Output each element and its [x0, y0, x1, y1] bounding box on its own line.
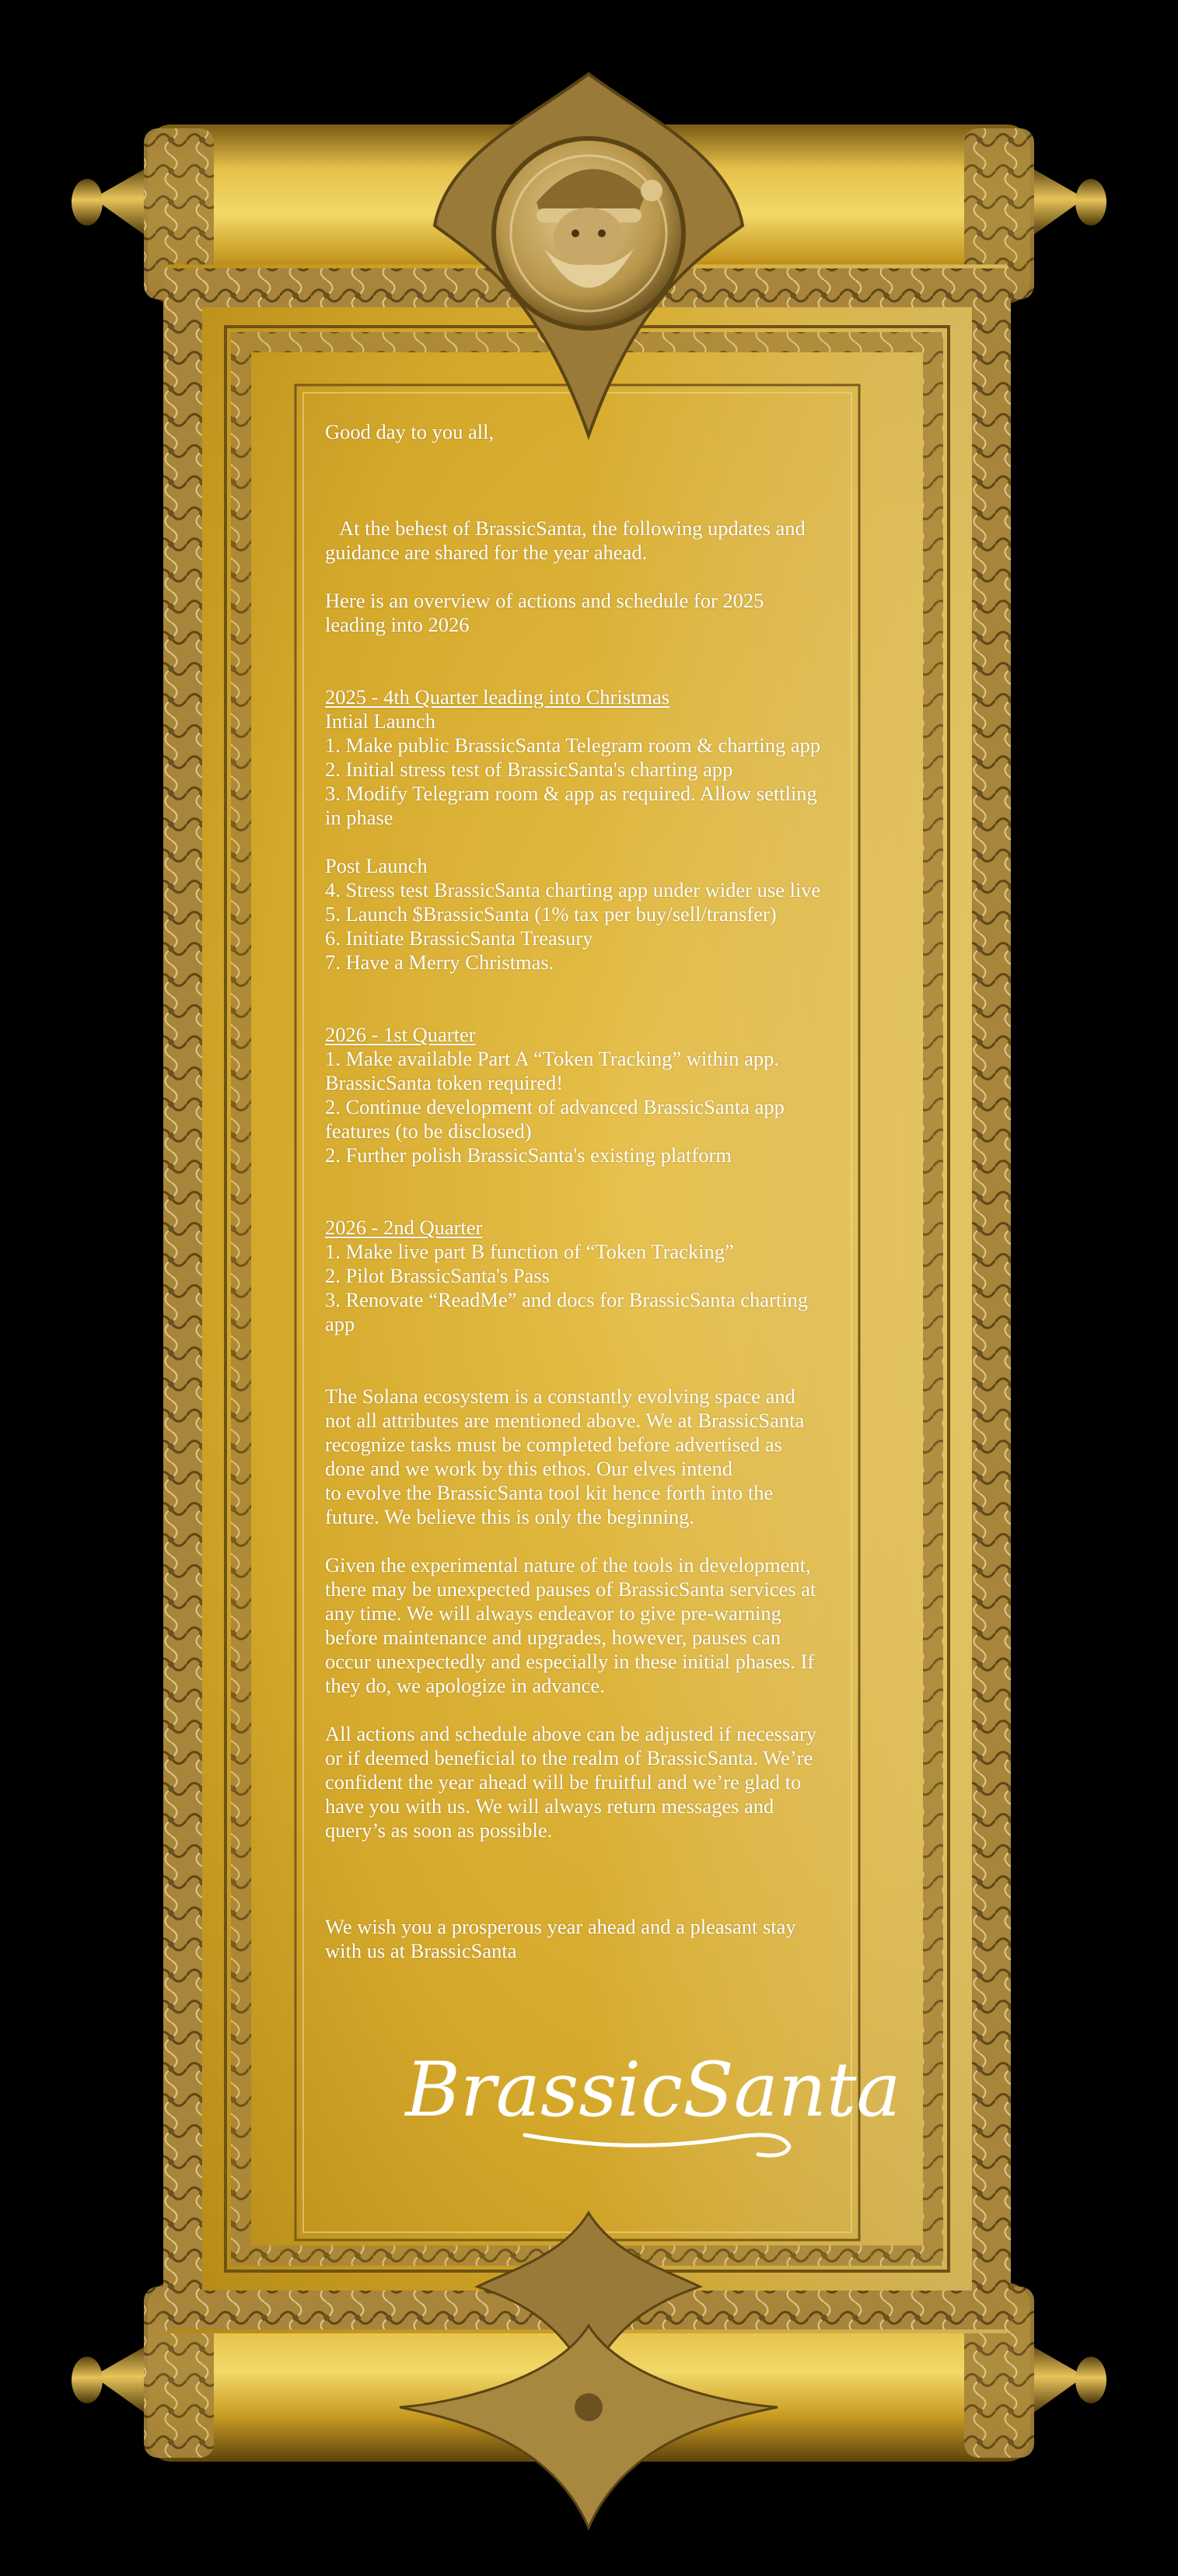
section-heading-q4-2025: 2025 - 4th Quarter leading into Christmas	[325, 685, 670, 709]
list-item: in phase	[325, 806, 393, 829]
intro-text: guidance are shared for the year ahead.	[325, 541, 648, 564]
intro-text: At the behest of BrassicSanta, the following updates and	[339, 516, 806, 540]
adjustment-paragraph: All actions and schedule above can be adjusted if necessary	[325, 1722, 817, 1745]
list-item: 2. Pilot BrassicSanta's Pass	[325, 1264, 550, 1287]
list-item: 1. Make public BrassicSanta Telegram room & charting app	[325, 733, 821, 757]
closing-text: We wish you a prosperous year ahead and a pleasant stay	[325, 1915, 796, 1938]
list-item: 4. Stress test BrassicSanta charting app under wider use live	[325, 878, 821, 901]
list-item: 1. Make available Part A “Token Tracking” within app.	[325, 1047, 779, 1070]
list-item: 3. Renovate “ReadMe” and docs for BrassicSanta charting	[325, 1288, 809, 1311]
solana-paragraph: to evolve the BrassicSanta tool kit hence forth into the	[325, 1481, 774, 1504]
experimental-paragraph: Given the experimental nature of the tools in development,	[325, 1553, 811, 1577]
adjustment-paragraph: or if deemed beneficial to the realm of BrassicSanta. We’re	[325, 1746, 813, 1769]
list-item: 5. Launch $BrassicSanta (1% tax per buy/sell/transfer)	[325, 902, 777, 926]
closing-text: with us at BrassicSanta	[325, 1939, 517, 1962]
experimental-paragraph: there may be unexpected pauses of BrassicSanta services at	[325, 1577, 816, 1601]
list-item: 3. Modify Telegram room & app as required. Allow settling	[325, 782, 817, 805]
overview-text: leading into 2026	[325, 613, 470, 636]
section-heading-q2-2026: 2026 - 2nd Quarter	[325, 1216, 483, 1239]
signature-logo	[405, 2038, 901, 2170]
list-item: app	[325, 1312, 355, 1335]
list-item: BrassicSanta token required!	[325, 1071, 564, 1094]
list-item: 6. Initiate BrassicSanta Treasury	[325, 926, 593, 950]
experimental-paragraph: occur unexpectedly and especially in these initial phases. If	[325, 1650, 815, 1673]
experimental-paragraph: before maintenance and upgrades, however, pauses can	[325, 1626, 781, 1649]
solana-paragraph: recognize tasks must be completed before advertised as	[325, 1433, 782, 1456]
list-item: 2. Further polish BrassicSanta's existing platform	[325, 1143, 732, 1167]
list-item: features (to be disclosed)	[325, 1119, 532, 1143]
adjustment-paragraph: query’s as soon as possible.	[325, 1818, 553, 1842]
experimental-paragraph: any time. We will always endeavor to give pre-warning	[325, 1601, 781, 1625]
solana-paragraph: The Solana ecosystem is a constantly evolving space and	[325, 1384, 795, 1408]
signature-text: BrassicSanta	[405, 2046, 901, 2133]
adjustment-paragraph: confident the year ahead will be fruitful and we’re glad to	[325, 1770, 802, 1794]
list-item: 2. Initial stress test of BrassicSanta's charting app	[325, 758, 733, 781]
solana-paragraph: future. We believe this is only the beginning.	[325, 1505, 695, 1528]
letter-body	[325, 420, 854, 1963]
solana-paragraph: done and we work by this ethos. Our elves intend	[325, 1457, 733, 1480]
experimental-paragraph: they do, we apologize in advance.	[325, 1674, 605, 1697]
list-item: 2. Continue development of advanced BrassicSanta app	[325, 1095, 785, 1118]
overview-text: Here is an overview of actions and schedule for 2025	[325, 589, 764, 612]
greeting: Good day to you all,	[325, 420, 495, 443]
adjustment-paragraph: have you with us. We will always return messages and	[325, 1794, 774, 1818]
subheading: Intial Launch	[325, 709, 436, 733]
section-heading-q1-2026: 2026 - 1st Quarter	[325, 1023, 476, 1046]
list-item: 7. Have a Merry Christmas.	[325, 950, 554, 974]
subheading: Post Launch	[325, 854, 428, 877]
list-item: 1. Make live part B function of “Token Tracking”	[325, 1240, 734, 1263]
solana-paragraph: not all attributes are mentioned above. We at BrassicSanta	[325, 1409, 805, 1432]
